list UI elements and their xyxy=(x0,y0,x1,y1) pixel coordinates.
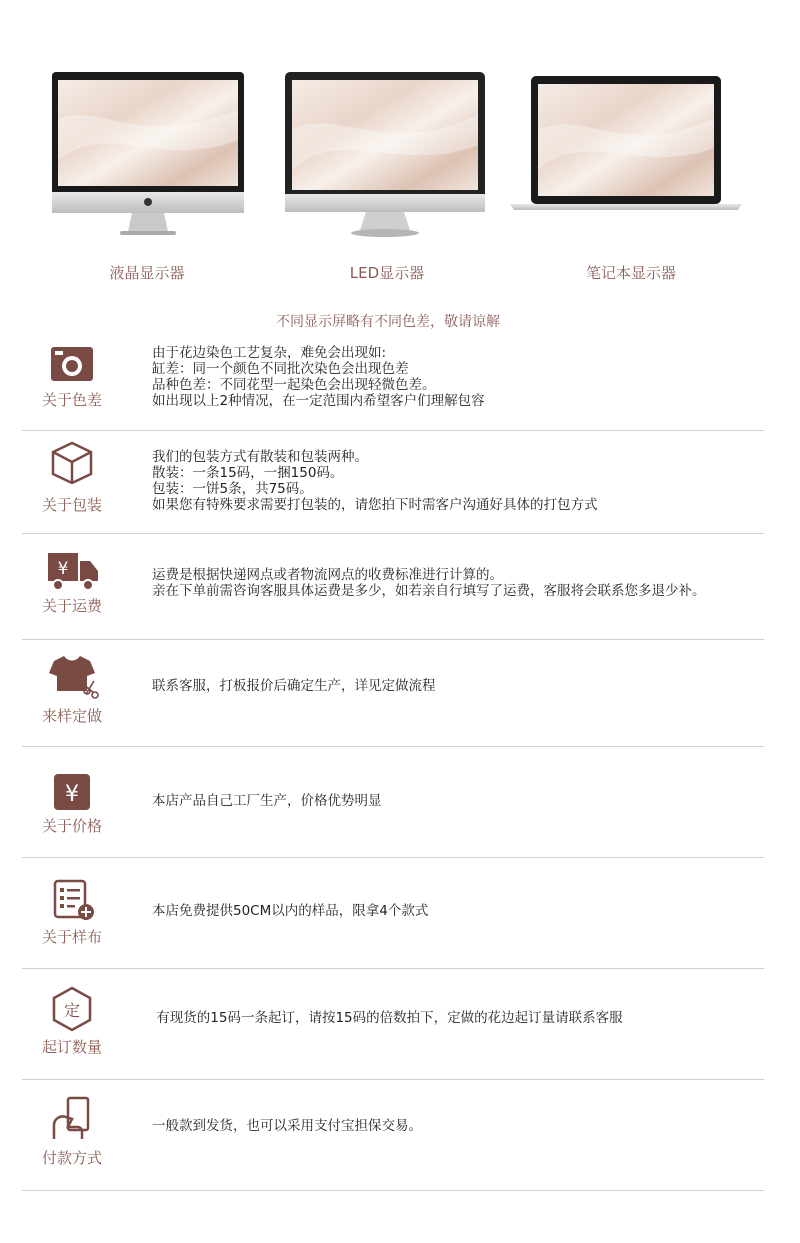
section-label: 关于运费 xyxy=(41,597,102,615)
section-text: 由于花边染色工艺复杂，难免会出现如: 缸差：同一个颜色不同批次染色会出现色差 品种色差：不同花型一起染色会出现轻微色差。 如出现以上2种情况，在一定范围内希望客户们理解包容 xyxy=(152,345,485,409)
list-add-icon xyxy=(42,879,102,923)
monitor-illustrations xyxy=(0,0,800,260)
section-label: 关于包装 xyxy=(41,496,102,514)
laptop-monitor-icon xyxy=(510,76,742,210)
tshirt-scissors-icon xyxy=(42,653,102,697)
section-text: 我们的包装方式有散装和包装两种。 散装：一条15码，一捆150码。 包装：一饼5条，共75码。 如果您有特殊要求需要打包装的，请您拍下时需客户沟通好具体的打包方式 xyxy=(152,449,598,513)
section-custom-order xyxy=(22,639,764,747)
section-label: 关于价格 xyxy=(41,817,102,835)
section-color-difference xyxy=(22,335,764,431)
yen-icon xyxy=(42,772,102,816)
section-text: 一般款到发货，也可以采用支付宝担保交易。 xyxy=(152,1118,422,1134)
section-price xyxy=(22,746,764,858)
lcd-monitor-icon xyxy=(52,72,244,235)
delivery-truck-icon xyxy=(42,549,102,593)
section-payment xyxy=(22,1079,764,1191)
section-text: 本店产品自己工厂生产，价格优势明显 xyxy=(152,793,382,809)
payment-hand-icon xyxy=(42,1095,102,1139)
section-text: 联系客服，打板报价后确定生产，详见定做流程 xyxy=(152,678,436,694)
section-label: 来样定做 xyxy=(41,707,102,725)
display-types-banner xyxy=(0,0,800,300)
svg-text:¥: ¥ xyxy=(57,559,69,579)
color-difference-notice: 不同显示屏略有不同色差，敬请谅解 xyxy=(276,314,500,330)
section-label: 付款方式 xyxy=(41,1149,102,1167)
box-icon xyxy=(42,440,102,484)
section-label: 关于样布 xyxy=(41,928,102,946)
lcd-monitor-label: 液晶显示器 xyxy=(109,264,185,282)
led-monitor-label: LED显示器 xyxy=(349,264,425,282)
section-min-order xyxy=(22,968,764,1080)
section-label: 起订数量 xyxy=(41,1038,102,1056)
section-text: 运费是根据快递网点或者物流网点的收费标准进行计算的。 亲在下单前需咨询客服具体运费是多少，如若亲自行填写了运费，客服将会联系您多退少补。 xyxy=(152,567,706,599)
laptop-monitor-label: 笔记本显示器 xyxy=(585,264,676,282)
section-packaging xyxy=(22,430,764,534)
ding-badge-icon xyxy=(42,986,102,1030)
section-label: 关于色差 xyxy=(41,391,102,409)
section-sample xyxy=(22,857,764,969)
svg-text:定: 定 xyxy=(63,1001,81,1020)
section-text: 本店免费提供50CM以内的样品，限拿4个款式 xyxy=(152,903,429,919)
svg-text:¥: ¥ xyxy=(65,782,79,807)
section-text: 有现货的15码一条起订，请按15码的倍数拍下，定做的花边起订量请联系客服 xyxy=(152,1010,623,1026)
camera-icon xyxy=(42,343,102,387)
section-shipping xyxy=(22,533,764,640)
led-monitor-icon xyxy=(285,72,485,237)
